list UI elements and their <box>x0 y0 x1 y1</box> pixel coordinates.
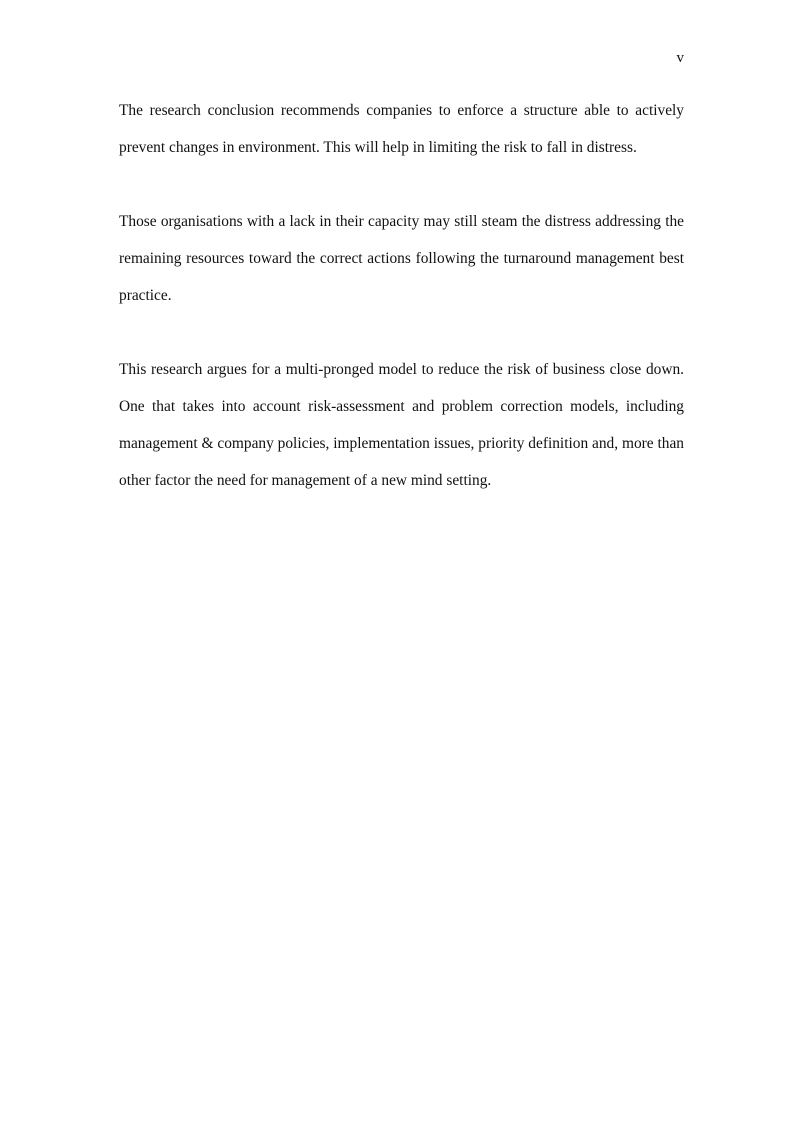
paragraph-model: This research argues for a multi-pronged model to reduce the risk of business close down. One that takes into account risk-assessment and problem correction models, including management & company policies, implementation issues, priority definition and, more than other factor the need for management of a new mind setting. <box>119 361 684 489</box>
paragraph-organisations: Those organisations with a lack in their capacity may still steam the distress addressing the remaining resources toward the correct actions following the turnaround management best practice. <box>119 213 684 304</box>
body-text <box>119 92 684 536</box>
paragraph-conclusion: The research conclusion recommends companies to enforce a structure able to actively prevent changes in environment. This will help in limiting the risk to fall in distress. <box>119 102 684 156</box>
page-number: v <box>676 50 684 66</box>
